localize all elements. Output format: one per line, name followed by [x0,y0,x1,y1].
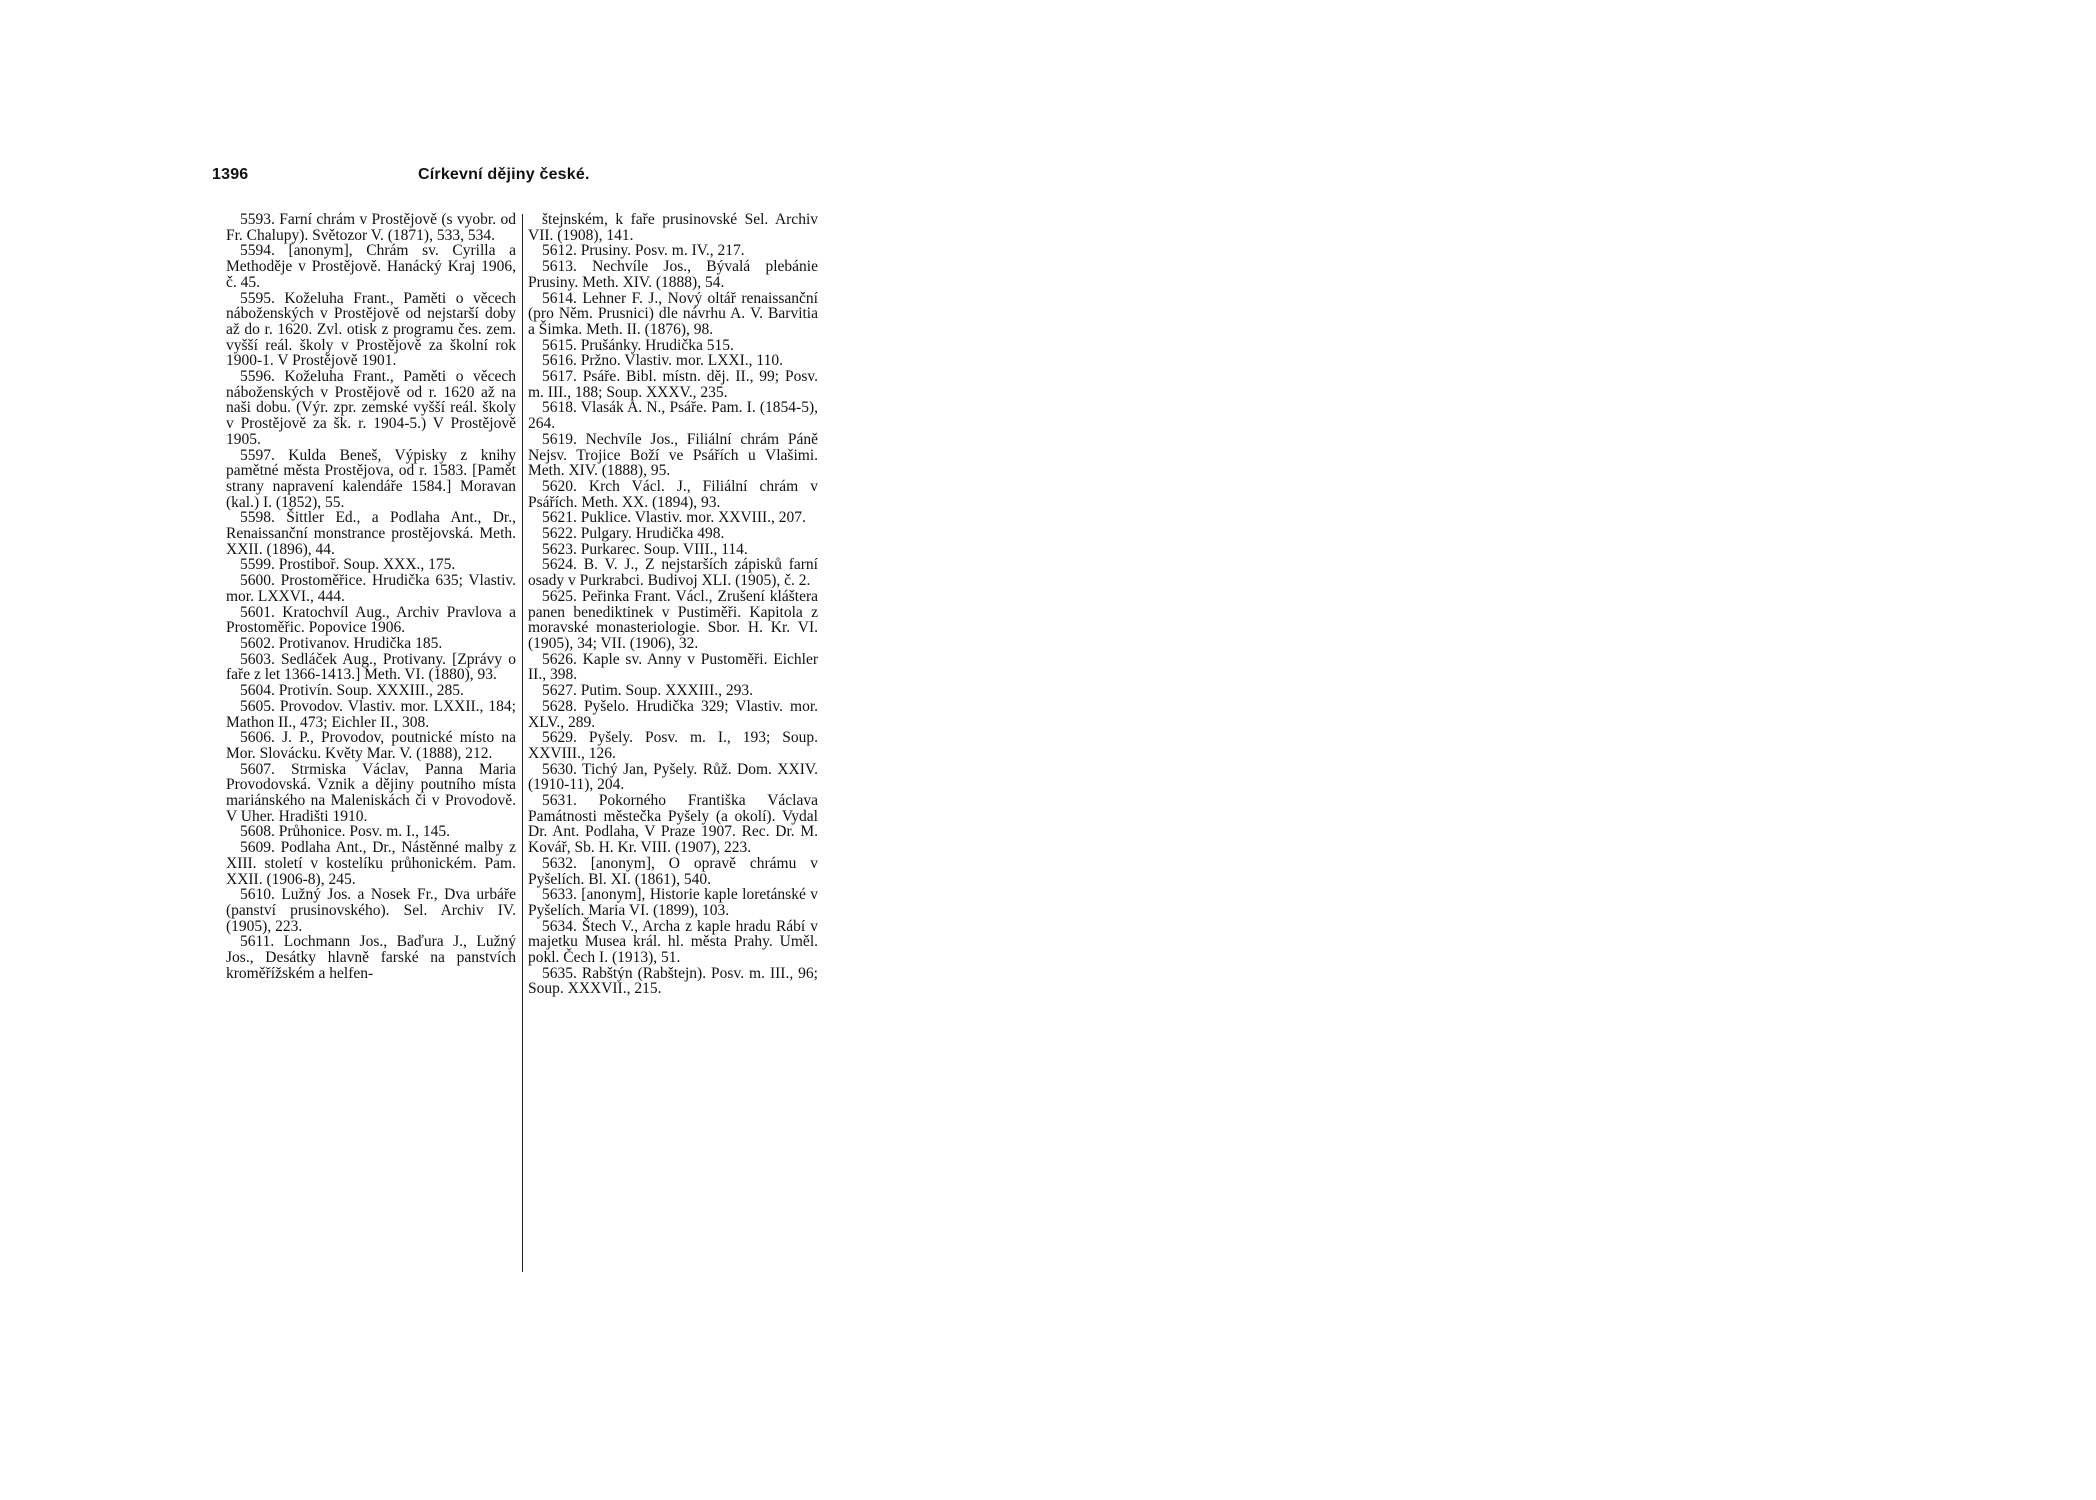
bibliography-entry: 5604. Protivín. Soup. XXXIII., 285. [240,682,464,700]
bibliography-entry: 5627. Putim. Soup. XXXIII., 293. [542,682,753,700]
bibliography-entry: 5620. Krch Václ. J., Filiální chrám v Psářích. Meth. XX. (1894), 93. [528,477,818,511]
bibliography-entry: 5594. [anonym], Chrám sv. Cyrilla a Methoděje v Prostějově. Hanácký Kraj 1906, č. 45. [226,242,516,291]
bibliography-entry: 5616. Pržno. Vlastiv. mor. LXXI., 110. [542,352,783,370]
bibliography-entry: 5635. Rabštýn (Rabštejn). Posv. m. III., 96; Soup. XXXVII., 215. [528,964,818,998]
bibliography-entry: 5598. Šittler Ed., a Podlaha Ant., Dr., Renaissanční monstrance prostějovská. Meth. XXII. (1896), 44. [226,509,516,558]
bibliography-entry: 5621. Puklice. Vlastiv. mor. XXVIII., 207. [542,509,806,527]
bibliography-entry: 5609. Podlaha Ant., Dr., Nástěnné malby z XIII. století v kostelíku průhonickém. Pam. XXII. (1906-8), 245. [226,839,516,888]
bibliography-entry: 5614. Lehner F. J., Nový oltář renaissanční (pro Něm. Prusnici) dle návrhu A. V. Barvitia a Šimka. Meth. II. (1876), 98. [528,289,818,338]
bibliography-entry: 5631. Pokorného Františka Václava Památnosti městečka Pyšely (a okolí). Vydal Dr. Ant. Podlaha, V Praze 1907. Rec. Dr. M. Kovář, Sb. H. Kr. VIII. (1907), 223. [528,792,818,857]
bibliography-entry: 5623. Purkarec. Soup. VIII., 114. [542,540,748,558]
bibliography-entry: 5628. Pyšelo. Hrudička 329; Vlastiv. mor. XLV., 289. [528,697,818,731]
bibliography-entry: 5605. Provodov. Vlastiv. mor. LXXII., 184; Mathon II., 473; Eichler II., 308. [226,697,516,731]
left-column-divider [522,214,523,1272]
bibliography-entry: 5615. Prušánky. Hrudička 515. [542,336,734,354]
bibliography-entry: štejnském, k faře prusinovské Sel. Archiv VII. (1908), 141. [528,211,818,244]
bibliography-entry: 5619. Nechvíle Jos., Filiální chrám Páně Nejsv. Trojice Boží ve Psářích u Vlašimi. Meth. XIV. (1888), 95. [528,430,818,480]
bibliography-entry: 5625. Peřinka Frant. Václ., Zrušení kláštera panen benediktinek v Pustiměři. Kapitola z moravské monasteriologie. Sbor. H. Kr. VI. (1905), 34; VII. (1906), 32. [528,587,818,652]
bibliography-entry: 5618. Vlasák A. N., Psáře. Pam. I. (1854-5), 264. [528,399,818,433]
bibliography-entry: 5622. Pulgary. Hrudička 498. [542,525,725,543]
bibliography-entry: 5597. Kulda Beneš, Výpisky z knihy pamětné města Prostějova, od r. 1583. [Pamět strany napravení kalendáře 1584.] Moravan (kal.) I. (1852), 55. [226,446,516,511]
bibliography-entry: 5603. Sedláček Aug., Protivany. [Zprávy o faře z let 1366-1413.] Meth. VI. (1880), 93. [226,650,516,684]
bibliography-entry: 5595. Koželuha Frant., Paměti o věcech náboženských v Prostějově od nejstarší doby až do r. 1620. Zvl. otisk z programu čes. zem. vyšší reál. školy v Prostějově za školní rok 1900-1. V Prostějově 1901. [226,289,516,370]
bibliography-entry: 5601. Kratochvíl Aug., Archiv Pravlova a Prostoměřic. Popovice 1906. [226,603,516,637]
bibliography-entry: 5633. [anonym], Historie kaple loretánské v Pyšelích. Maria VI. (1899), 103. [528,886,818,919]
bibliography-entry: 5629. Pyšely. Posv. m. I., 193; Soup. XXVIII., 126. [528,729,818,762]
bibliography-entry: 5630. Tichý Jan, Pyšely. Růž. Dom. XXIV. (1910-11), 204. [528,760,818,794]
bibliography-entry: 5624. B. V. J., Z nejstarších zápisků farní osady v Purkrabci. Budivoj XLI. (1905), č. 2. [528,556,818,590]
bibliography-entry: 5610. Lužný Jos. a Nosek Fr., Dva urbáře (panství prusinovského). Sel. Archiv IV. (1905), 223. [226,886,516,935]
bibliography-entry: 5600. Prostoměřice. Hrudička 635; Vlastiv. mor. LXXVI., 444. [226,572,516,605]
bibliography-entry: 5606. J. P., Provodov, poutnické místo na Mor. Slovácku. Květy Mar. V. (1888), 212. [226,729,516,762]
bibliography-entry: 5612. Prusiny. Posv. m. IV., 217. [542,242,745,260]
bibliography-entry: 5593. Farní chrám v Prostějově (s vyobr. od Fr. Chalupy). Světozor V. (1871), 533, 534. [226,211,516,244]
bibliography-entry: 5607. Strmiska Václav, Panna Maria Provodovská. Vznik a dějiny poutního místa mariánského na Maleniskách či v Provodově. V Uher. Hradišti 1910. [226,760,516,825]
bibliography-entry: 5599. Prostiboř. Soup. XXX., 175. [240,556,456,574]
bibliography-entry: 5611. Lochmann Jos., Baďura J., Lužný Jos., Desátky hlavně farské na panstvích kroměřížském a helfen- [226,933,516,982]
left-running-head: Církevní dějiny české. [418,166,590,183]
bibliography-entry: 5602. Protivanov. Hrudička 185. [240,634,443,652]
bibliography-entry: 5608. Průhonice. Posv. m. I., 145. [240,823,450,841]
bibliography-entry: 5613. Nechvíle Jos., Bývalá plebánie Prusiny. Meth. XIV. (1888), 54. [528,258,818,291]
bibliography-entry: 5626. Kaple sv. Anny v Pustoměři. Eichler II., 398. [528,650,818,684]
left-column-1 [226,212,516,981]
bibliography-entry: 5596. Koželuha Frant., Paměti o věcech náboženských v Prostějově od r. 1620 až na naši dobu. (Výr. zpr. zemské vyšší reál. školy v Prostějově za šk. r. 1904-5.) V Prostějově 1905. [226,368,516,448]
right-page [1048,0,2096,1500]
left-column-2 [528,212,818,997]
bibliography-entry: 5632. [anonym], O opravě chrámu v Pyšelích. Bl. XI. (1861), 540. [528,854,818,888]
bibliography-entry: 5634. Štech V., Archa z kaple hradu Rábí v majetku Musea král. hl. města Prahy. Uměl. pokl. Čech I. (1913), 51. [528,917,818,967]
left-page-number: 1396 [212,166,249,183]
bibliography-entry: 5617. Psáře. Bibl. místn. děj. II., 99; Posv. m. III., 188; Soup. XXXV., 235. [528,368,818,401]
